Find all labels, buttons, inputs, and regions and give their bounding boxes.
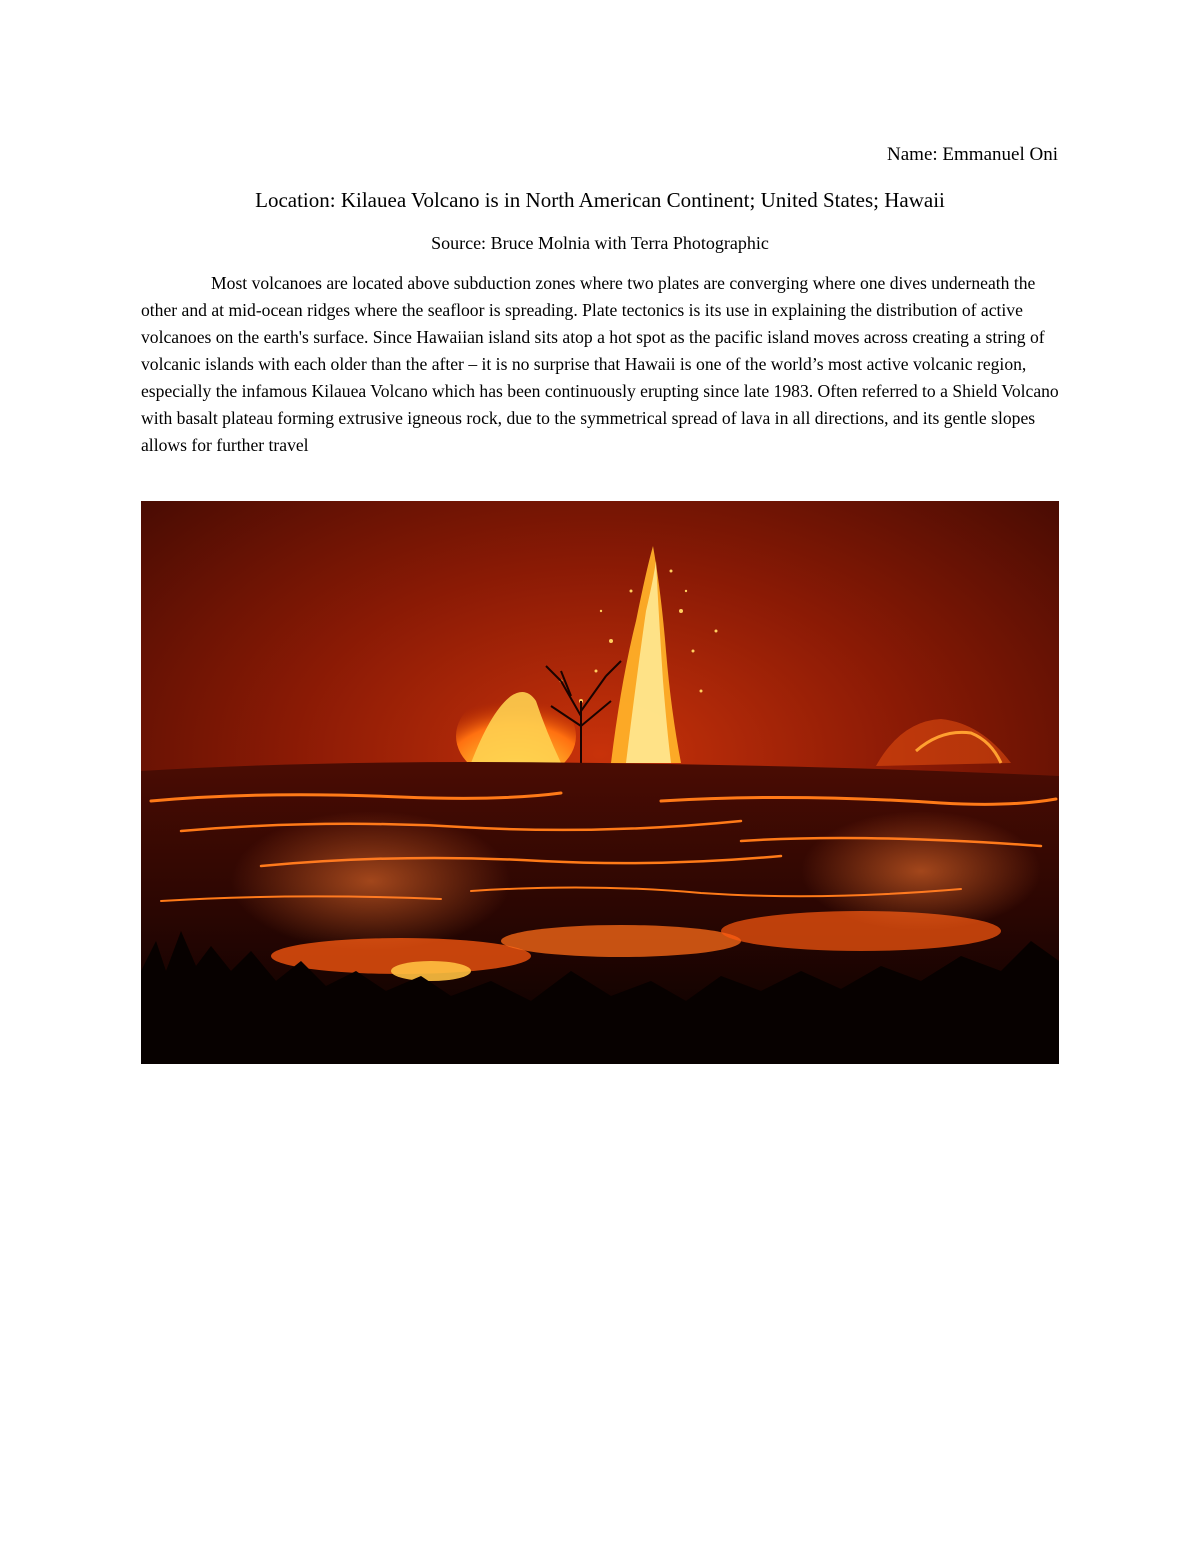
- volcano-eruption-photo: [141, 501, 1059, 1064]
- body-paragraph: Most volcanoes are located above subduction zones where two plates are converging where one dives underneath the other and at mid-ocean ridges where the seafloor is spreading. Plate tectonics is its use in explaining the distribution of active volcanoes on the earth's surface. Since Hawaiian island sits atop a hot spot as the pacific island moves across creating a string of volcanic islands with each older than the after – it is no surprise that Hawaii is one of the world’s most active volcanic region, especially the infamous Kilauea Volcano which has been continuously erupting since late 1983. Often referred to a Shield Volcano with basalt plateau forming extrusive igneous rock, due to the symmetrical spread of lava in all directions, and its gentle slopes allows for further travel: [141, 273, 1059, 455]
- author-name: Name: Emmanuel Oni: [887, 144, 1058, 165]
- location-heading: Location: Kilauea Volcano is in North American Continent; United States; Hawaii: [255, 188, 945, 212]
- source-credit: Source: Bruce Molnia with Terra Photographic: [431, 233, 769, 253]
